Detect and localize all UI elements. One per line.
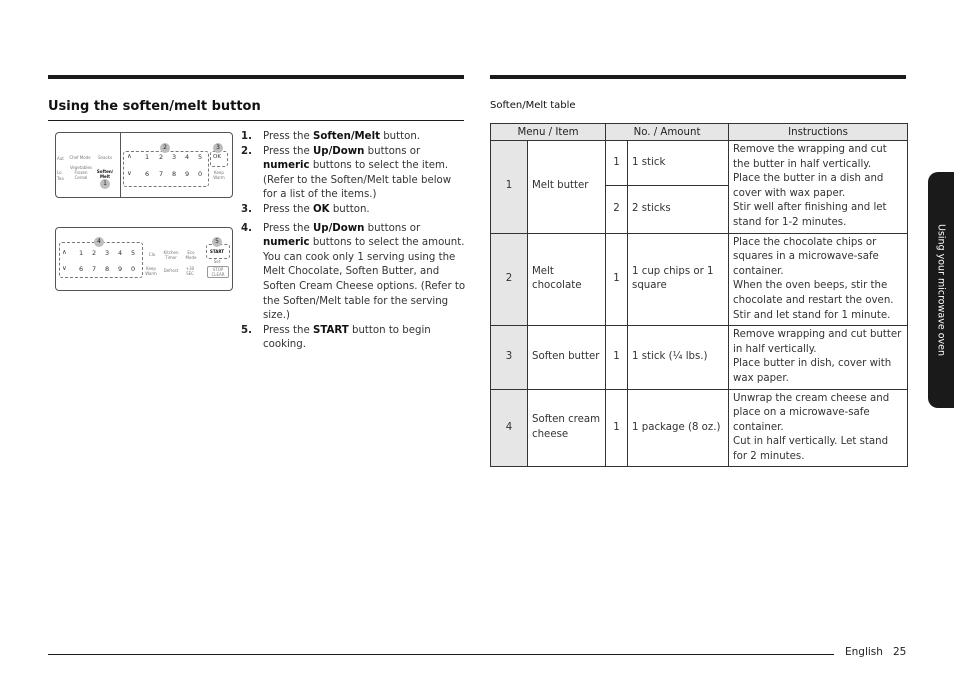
panel1-label-snacks: Snacks xyxy=(97,155,113,160)
instructions-cell xyxy=(729,389,908,467)
table-row xyxy=(491,389,908,467)
digit-5: 5 xyxy=(198,153,203,161)
step-text-part: Press the xyxy=(263,324,314,336)
item-name: Soften butter xyxy=(528,326,606,389)
step-text-part: button. xyxy=(379,131,421,142)
control-panel-illustration-2 xyxy=(55,227,233,291)
step-1 xyxy=(241,130,466,145)
top-rule-right xyxy=(490,75,906,79)
step-keyword: Soften/Melt xyxy=(313,131,380,142)
callout-4: 4 xyxy=(94,237,104,247)
digit-1-b: 1 xyxy=(79,249,84,257)
digit-5-b: 5 xyxy=(131,249,136,257)
stop-clear-label: STOP CLEAR xyxy=(207,266,229,278)
amount-value: 1 cup chips or 1 square xyxy=(628,233,729,326)
step-text xyxy=(263,324,466,353)
digit-6: 6 xyxy=(145,170,150,178)
amount-number: 1 xyxy=(606,233,628,326)
digit-7: 7 xyxy=(159,170,164,178)
callout-2: 2 xyxy=(160,143,170,153)
step-text xyxy=(263,203,466,218)
table-title: Soften/Melt table xyxy=(490,100,576,111)
header-instructions: Instructions xyxy=(729,124,908,141)
panel2-label-defrost: Defrost xyxy=(163,268,179,273)
panel1-label-tea: Tea xyxy=(57,176,64,181)
table-row xyxy=(491,326,908,389)
step-text-part: button. xyxy=(329,203,370,215)
instruction-line: Stir well after finishing and let stand for 1-2 minutes. xyxy=(733,202,887,228)
amount-value: 1 package (8 oz.) xyxy=(628,389,729,467)
instruction-line: Cut in half vertically. Let stand for 2 minutes. xyxy=(733,436,889,462)
instruction-line: Unwrap the cream cheese and place on a microwave-safe container. xyxy=(733,392,890,433)
item-number: 2 xyxy=(491,233,528,326)
section-title: Using the soften/melt button xyxy=(48,99,261,114)
item-number: 1 xyxy=(491,141,528,234)
start-sub-label: Set xyxy=(213,259,221,264)
instruction-line: Place the butter in a dish and cover with wax paper. xyxy=(733,173,884,199)
digit-0: 0 xyxy=(198,170,203,178)
amount-value: 1 stick (¼ lbs.) xyxy=(628,326,729,389)
instruction-line: Place the chocolate chips or squares in a microwave-safe container. xyxy=(733,236,879,277)
item-number: 4 xyxy=(491,389,528,467)
start-button-label: START xyxy=(209,249,225,254)
digit-4-b: 4 xyxy=(118,249,123,257)
digit-8: 8 xyxy=(172,170,177,178)
instructions-cell xyxy=(729,233,908,326)
step-keyword: numeric xyxy=(263,160,310,172)
header-no-amount: No. / Amount xyxy=(606,124,729,141)
panel1-label-vegetables: Vegetables xyxy=(69,165,93,170)
panel-divider xyxy=(120,133,121,197)
ok-button-label: OK xyxy=(213,154,221,160)
instructions-cell xyxy=(729,141,908,234)
callout-3: 3 xyxy=(213,143,223,153)
step-text-part: Press the xyxy=(263,131,314,142)
digit-6-b: 6 xyxy=(79,265,84,273)
step-text xyxy=(263,222,466,324)
instruction-steps xyxy=(241,130,466,353)
instruction-line: Remove wrapping and cut butter in half vertically. xyxy=(733,329,902,355)
panel1-label-frozen: Frozen xyxy=(74,170,88,175)
step-text-part: buttons to select the amount. You can cook only 1 serving using the Melt Chocolate, Soften Butter, and Soften Cream Cheese options. (Refer to the Soften/Melt table for the serving size.) xyxy=(263,237,466,322)
panel1-label-aut: Aut xyxy=(57,156,64,161)
item-name: Soften cream cheese xyxy=(528,389,606,467)
panel1-label-soften-melt: Soften/ Melt xyxy=(96,169,114,179)
top-rule-left xyxy=(48,75,464,79)
step-number: 4. xyxy=(241,222,252,234)
up-arrow-icon: ∧ xyxy=(127,152,132,160)
step-text-part: button to begin cooking. xyxy=(263,324,431,351)
digit-3: 3 xyxy=(172,153,177,161)
amount-number: 1 xyxy=(606,141,628,186)
step-number: 3. xyxy=(241,203,252,215)
page-number: 25 xyxy=(893,646,907,658)
callout-5: 5 xyxy=(212,237,222,247)
amount-value: 2 sticks xyxy=(628,186,729,233)
up-arrow-icon-2: ∧ xyxy=(62,248,67,256)
step-text xyxy=(263,145,466,203)
digit-8-b: 8 xyxy=(105,265,110,273)
digit-1: 1 xyxy=(145,153,150,161)
amount-value: 1 stick xyxy=(628,141,729,186)
panel2-label-keep-warm: Keep Warm xyxy=(145,266,157,276)
item-name: Melt chocolate xyxy=(528,233,606,326)
step-number: 5. xyxy=(241,324,252,336)
footer-rule xyxy=(48,654,834,655)
chapter-side-tab-label: Using your microwave oven xyxy=(935,224,947,356)
step-2 xyxy=(241,145,466,203)
step-5 xyxy=(241,324,466,353)
instructions-cell xyxy=(729,326,908,389)
soften-melt-table xyxy=(490,123,908,467)
step-number: 2. xyxy=(241,145,252,157)
step-text-part: buttons or xyxy=(364,145,421,157)
callout-1: 1 xyxy=(100,179,110,189)
digit-9: 9 xyxy=(185,170,190,178)
panel1-label-lo: Lo xyxy=(57,170,62,175)
step-keyword: Up/Down xyxy=(313,145,365,157)
down-arrow-icon: ∨ xyxy=(127,169,132,177)
digit-7-b: 7 xyxy=(92,265,97,273)
panel2-label-eco-mode: Eco Mode xyxy=(185,250,197,260)
panel2-label-kitchen-timer: Kitchen Timer xyxy=(163,250,179,260)
instruction-line: When the oven beeps, stir the chocolate and restart the oven. Stir and let stand for 1 minute. xyxy=(733,280,894,321)
step-text-part: Press the xyxy=(263,222,314,234)
digit-2-b: 2 xyxy=(92,249,97,257)
step-keyword: numeric xyxy=(263,237,310,249)
table-row xyxy=(491,141,908,186)
step-text-part: buttons or xyxy=(364,222,421,234)
digit-0-b: 0 xyxy=(131,265,136,273)
panel1-label-cereal: Cereal xyxy=(74,175,88,180)
section-underline xyxy=(48,120,464,121)
step-text-part: Press the xyxy=(263,145,314,157)
step-keyword: OK xyxy=(313,203,330,215)
header-menu-item: Menu / Item xyxy=(491,124,606,141)
control-panel-illustration-1 xyxy=(55,132,233,198)
panel1-label-keep-warm: Keep Warm xyxy=(213,170,225,180)
panel2-label-plus-30-sec: +30 SEC xyxy=(185,266,195,276)
step-keyword: START xyxy=(313,324,349,336)
step-3 xyxy=(241,203,466,218)
instruction-line: Place butter in dish, cover with wax paper. xyxy=(733,358,892,384)
keypad-highlight-box xyxy=(123,151,209,187)
digit-3-b: 3 xyxy=(105,249,110,257)
step-text xyxy=(263,130,466,145)
step-text-part: Press the xyxy=(263,203,314,215)
down-arrow-icon-2: ∨ xyxy=(62,264,67,272)
digit-2: 2 xyxy=(159,153,164,161)
digit-9-b: 9 xyxy=(118,265,123,273)
amount-number: 2 xyxy=(606,186,628,233)
item-number: 3 xyxy=(491,326,528,389)
footer-language: English xyxy=(845,646,883,658)
item-name: Melt butter xyxy=(528,141,606,234)
panel2-label-clo: Clo xyxy=(148,252,156,257)
table-row xyxy=(491,233,908,326)
amount-number: 1 xyxy=(606,326,628,389)
amount-number: 1 xyxy=(606,389,628,467)
step-4 xyxy=(241,222,466,324)
panel1-label-chef-mode: Chef Mode xyxy=(69,155,91,160)
instruction-line: Remove the wrapping and cut the butter in half vertically. xyxy=(733,144,887,170)
step-number: 1. xyxy=(241,131,252,142)
step-keyword: Up/Down xyxy=(313,222,365,234)
digit-4: 4 xyxy=(185,153,190,161)
step-text-part: buttons to select the item. (Refer to the Soften/Melt table below for a list of the items.) xyxy=(263,160,452,201)
